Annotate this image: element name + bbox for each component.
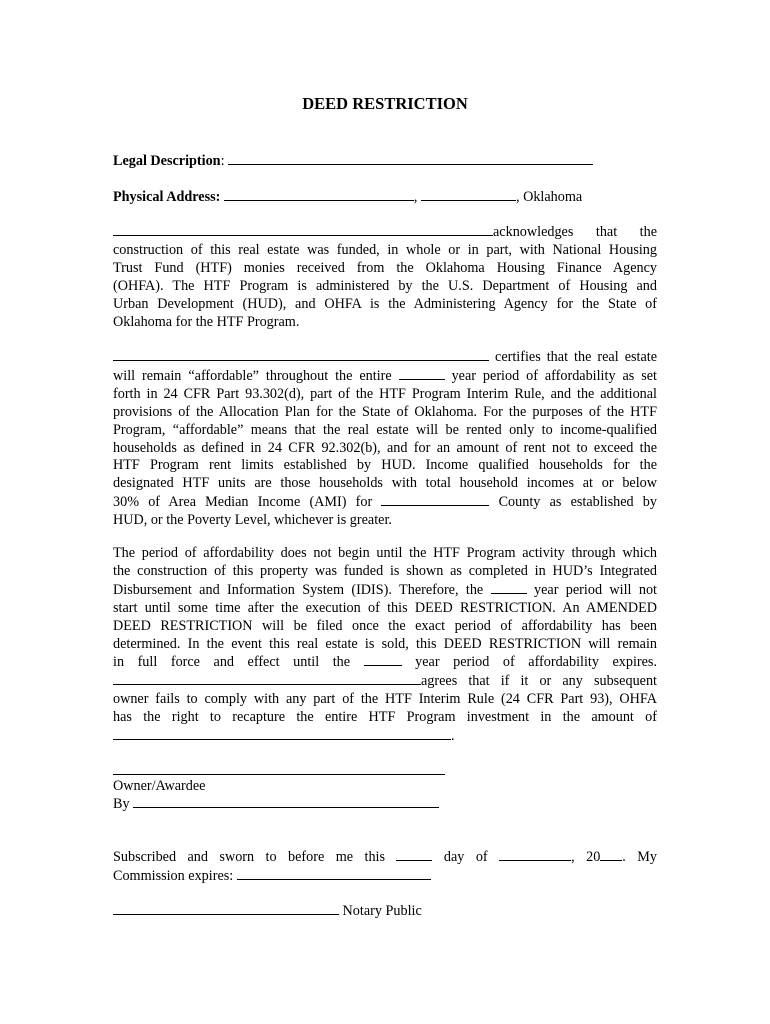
p1-line-4: (OHFA). The HTF Program is administered by the U.S. Department of Housing and: [113, 277, 657, 294]
p3-line-10: has the right to recapture the entire HTF Program investment in the amount of: [113, 709, 657, 726]
physical-address-label: Physical Address:: [113, 189, 221, 205]
p2-text-2b: year period of affordability as set: [444, 367, 657, 384]
p3-text-3a: Disbursement and Information System (IDIS). Therefore, the: [113, 581, 491, 598]
sworn-day-field[interactable]: [396, 848, 432, 861]
p2-line-1: [113, 348, 657, 367]
remaining-years-field[interactable]: [364, 653, 402, 666]
p2-line-10: HUD, or the Poverty Level, whichever is greater.: [113, 512, 392, 529]
acknowledging-party-field[interactable]: [113, 223, 493, 236]
legal-description-field[interactable]: [228, 152, 593, 165]
document-title: DEED RESTRICTION: [302, 94, 468, 113]
paragraph-certification: [113, 348, 657, 530]
physical-address-city-field[interactable]: [421, 188, 516, 201]
paragraph-affordability-period: [113, 545, 657, 746]
p2-text-9b: County as established by: [489, 494, 657, 511]
notary-row: [113, 902, 422, 920]
p2-line-4: provisions of the Allocation Plan for the State of Oklahoma. For the purposes of the HTF: [113, 403, 657, 420]
commission-expires-label: Commission expires:: [113, 867, 237, 884]
p1-line-2: construction of this real estate was funded, in whole or in part, with National Housing: [113, 241, 657, 258]
sworn-text-b: day of: [432, 849, 500, 865]
recapture-amount-field[interactable]: [113, 727, 451, 740]
by-signature-field[interactable]: [133, 795, 439, 808]
certifying-party-field[interactable]: [113, 348, 489, 361]
p3-text-7a: in full force and effect until the: [113, 654, 364, 671]
p3-text-8: agrees that if it or any subsequent: [421, 673, 657, 690]
agreeing-party-field[interactable]: [113, 672, 421, 685]
p1-text-1: acknowledges that the: [493, 224, 657, 240]
p3-line-8: [113, 672, 657, 691]
paragraph-acknowledgement: [113, 223, 657, 331]
sworn-line-1: [113, 848, 657, 867]
p2-line-8: designated HTF units are those households with total household incomes at or below: [113, 475, 657, 492]
p3-line-4: start until some time after the execution of this DEED RESTRICTION. An AMENDED: [113, 599, 657, 616]
sworn-line-2: [113, 867, 657, 886]
sworn-year-field[interactable]: [600, 848, 622, 861]
p2-text-9a: 30% of Area Median Income (AMI) for: [113, 494, 382, 511]
legal-description-row: [113, 152, 593, 170]
p2-text-2a: will remain “affordable” throughout the entire: [113, 367, 399, 384]
p2-line-2: [113, 367, 657, 386]
physical-address-street-field[interactable]: [224, 188, 414, 201]
p2-line-3: forth in 24 CFR Part 93.302(d), part of the HTF Program Interim Rule, and the additional: [113, 385, 657, 402]
commission-expires-field[interactable]: [237, 867, 431, 880]
p3-line-5: DEED RESTRICTION will be filed once the exact period of affordability has been: [113, 617, 657, 634]
p3-line-1: The period of affordability does not begin until the HTF Program activity through which: [113, 545, 657, 561]
legal-description-colon: :: [220, 153, 225, 169]
owner-signature-line[interactable]: [113, 774, 445, 775]
p3-line-7: [113, 653, 657, 672]
p1-line-1: [113, 223, 657, 242]
p3-text-11: .: [451, 728, 455, 745]
paragraph-sworn: [113, 848, 657, 886]
by-label: By: [113, 796, 130, 812]
p3-text-7b: year period of affordability expires.: [401, 654, 657, 671]
p2-line-7: HTF Program rent limits established by HUD. Income qualified households for the: [113, 457, 657, 474]
p3-line-11: [113, 727, 657, 746]
p3-line-3: [113, 581, 657, 600]
p1-line-6: Oklahoma for the HTF Program.: [113, 313, 300, 330]
p3-line-2: the construction of this property was funded is shown as completed in HUD’s Integrated: [113, 562, 657, 579]
physical-address-row: [113, 188, 582, 206]
p2-text-1: certifies that the real estate: [489, 349, 657, 365]
p3-text-3b: year period will not: [526, 581, 657, 598]
owner-awardee-label: Owner/Awardee: [113, 778, 206, 794]
by-row: [113, 795, 439, 813]
physical-address-comma: ,: [413, 189, 418, 205]
p3-line-6: determined. In the event this real estate is sold, this DEED RESTRICTION will remain: [113, 635, 657, 652]
p3-line-9: owner fails to comply with any part of the HTF Interim Rule (24 CFR Part 93), OHFA: [113, 691, 657, 708]
p1-line-5: Urban Development (HUD), and OHFA is the Administering Agency for the State of: [113, 295, 657, 312]
p2-line-9: [113, 493, 657, 512]
sworn-month-field[interactable]: [499, 848, 571, 861]
p2-line-5: Program, “affordable” means that the real estate will be rented only to income-qualified: [113, 421, 657, 438]
county-field[interactable]: [381, 493, 489, 506]
sworn-text-c: , 20: [571, 849, 601, 865]
affordability-years-field[interactable]: [399, 367, 445, 380]
physical-address-state: , Oklahoma: [515, 189, 583, 205]
sworn-text-a: Subscribed and sworn to before me this: [113, 849, 397, 865]
sworn-text-d: . My: [622, 849, 658, 865]
notary-public-label: Notary Public: [339, 903, 422, 919]
legal-description-label: Legal Description: [113, 153, 221, 169]
period-years-field[interactable]: [491, 581, 527, 594]
notary-signature-field[interactable]: [113, 902, 339, 915]
p1-line-3: Trust Fund (HTF) monies received from the Oklahoma Housing Finance Agency: [113, 259, 657, 276]
p2-line-6: households as defined in 24 CFR 92.302(b), and for an amount of rent not to exceed the: [113, 439, 657, 456]
